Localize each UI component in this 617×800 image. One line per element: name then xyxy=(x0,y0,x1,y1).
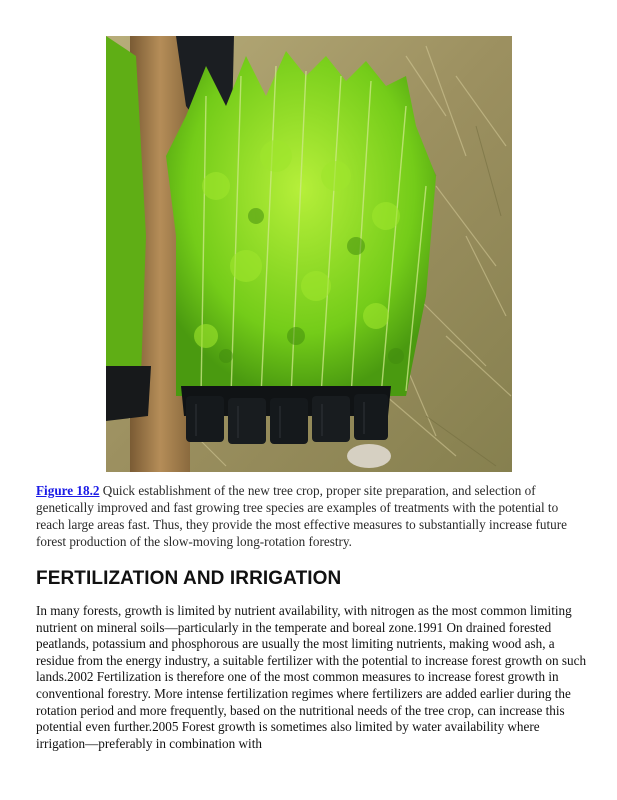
pot-tray xyxy=(181,386,391,444)
seedlings xyxy=(166,51,436,396)
body-paragraph: In many forests, growth is limited by nutrient availability, with nitrogen as the most common limiting nutrient on mineral soils—particularly in the temperate and boreal zone.1991 On drained forested peatlands, potassium and phosphorous are usually the most limiting nutrients, making wood ash, a residue from the energy industry, a suitable fertilizer with the potential to increase forest growth on such lands.2002 Fertilization is therefore one of the most common measures to increase forest growth in conventional forestry. More intense fertilization regimes where fertilizers are added earlier during the rotation period and more frequently, based on the nutritional needs of the tree crop, can increase this potential even further.2005 Forest growth is sometimes also limited by water availability where irrigation—preferably in combination with xyxy=(36,603,587,751)
figure-ref-link[interactable]: Figure 18.2 xyxy=(36,483,100,498)
figure-photo xyxy=(106,36,512,472)
caption-text: Quick establishment of the new tree crop, proper site preparation, and selection of genetically improved and fast growing tree species are examples of treatments with the potential to reach large areas fast. Thus, they provide the most effective measures to substantially increase future forest production of the slow-moving long-rotation forestry. xyxy=(36,483,567,549)
section-heading: FERTILIZATION AND IRRIGATION xyxy=(36,568,342,589)
figure-caption xyxy=(36,482,586,550)
stone xyxy=(347,444,391,468)
